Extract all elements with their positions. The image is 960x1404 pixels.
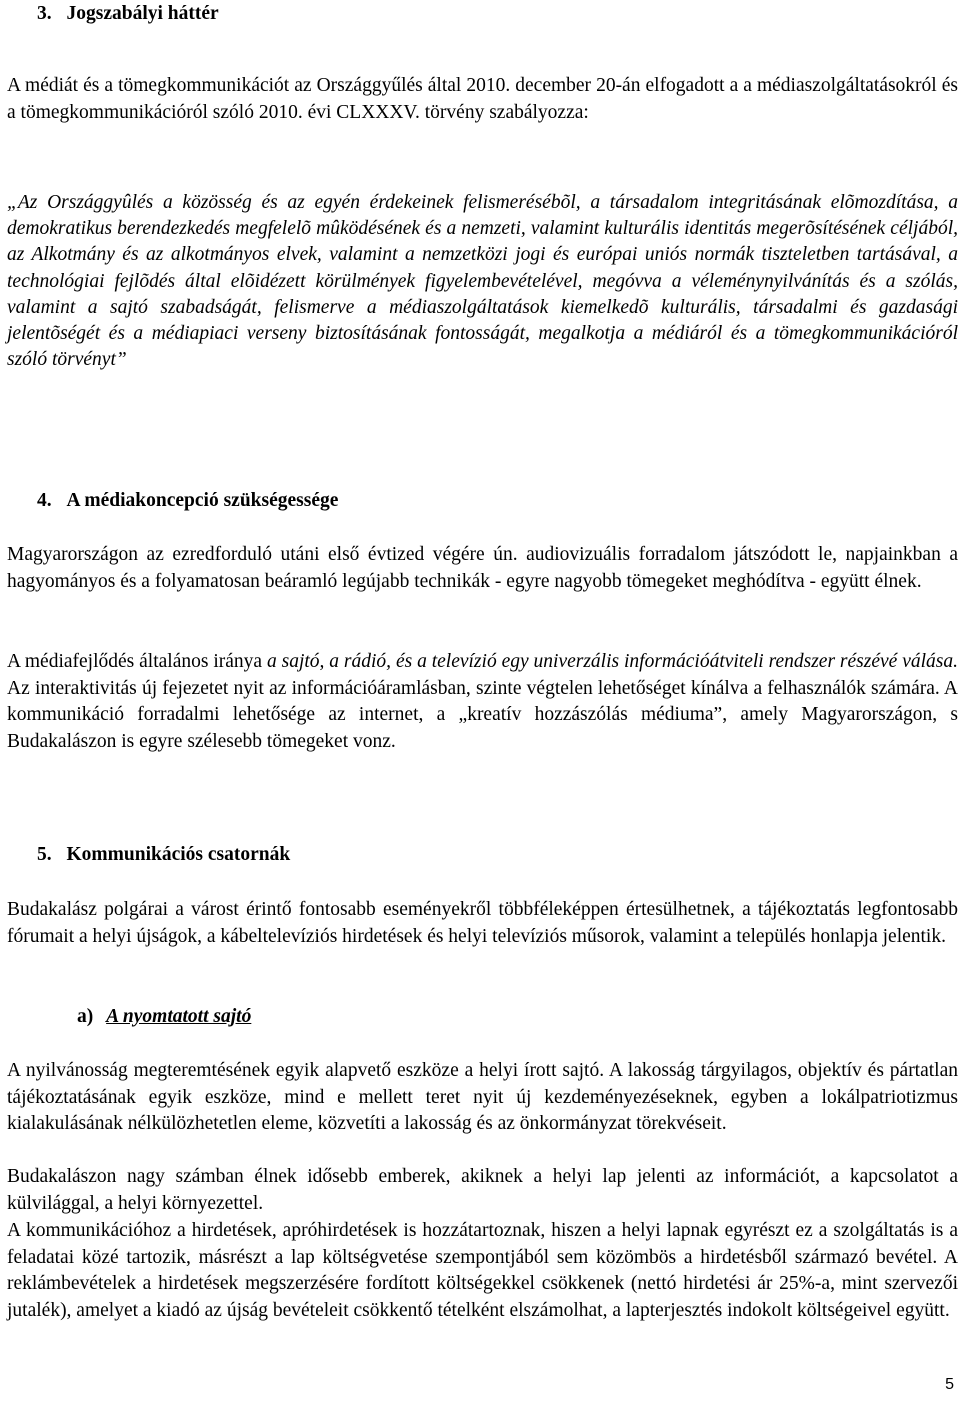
paragraph [7,1058,958,1138]
paragraph-text: A kommunikációhoz a hirdetések, apróhirdetések is hozzátartoznak, hiszen a helyi lapnak egyrészt ez a szolgáltatás is a feladatai közé tartozik, másrészt a lap költségvetése szempontjából sem közömbös a hirdetésből származó bevétel. A reklámbevételek a hirdetések megszerzésére fordított költségekkel csökkenek (nettó hirdetési ár 25%-a, mint szervezői jutalék), amelyet a kiadó az újság bevételeit csökkentő tételként elszámolhat, a lapterjesztés indokolt költségeivel együtt. [7,1220,958,1321]
paragraph-text: Budakalászon nagy számban élnek idősebb emberek, akiknek a helyi lap jelenti az információt, a kapcsolatot a külvilággal, a helyi környezettel. [7,1166,958,1214]
section-heading-5 [37,843,290,867]
subsection-heading [77,1005,251,1029]
paragraph-text: Magyarországon az ezredforduló utáni első évtized végére ún. audiovizuális forradalom játszódott le, napjainkban a hagyományos és a folyamatosan beáramló legújabb technikák - egyre nagyobb tömegeket meghódítva - együtt élnek. [7,544,958,592]
section-number: 5. [37,844,52,865]
section-title: A médiakoncepció szükségessége [66,490,339,511]
section-number: 4. [37,490,52,511]
section-number: 3. [37,3,52,24]
paragraph-text: A médiát és a tömegkommunikációt az Országgyűlés által 2010. december 20-án elfogadott a a médiaszolgáltatásokról és a tömegkommunikációról szóló 2010. évi CLXXXV. törvény szabályozza: [7,75,958,123]
paragraph-text-lead: A médiafejlődés általános iránya [7,651,267,672]
paragraph [7,1164,958,1217]
section-heading-4 [37,489,338,513]
paragraph [7,1218,958,1324]
law-quote [7,190,958,373]
paragraph-text-rest: Az interaktivitás új fejezetet nyit az információáramlásban, szinte végtelen lehetőséget kínálva a felhasználók számára. A kommunikáció forradalmi lehetősége az internet, a „kreatív hozzászólás médiuma”, amely Magyarországon, s Budakalászon is egyre szélesebb tömegeket vonz. [7,677,958,752]
paragraph [7,542,958,595]
paragraph [7,897,958,950]
paragraph [7,73,958,126]
subsection-label: a) [77,1006,94,1027]
paragraph-text: A nyilvánosság megteremtésének egyik alapvető eszköze a helyi írott sajtó. A lakosság tárgyilagos, objektív és pártatlan tájékoztatásának egyik eszköze, mind e mellett teret nyit új kezdeményezéseknek, egyben a lokálpatriotizmus kialakulásának nélkülözhetetlen eleme, közvetíti a lakosság és az önkormányzat törekvéseit. [7,1060,958,1134]
paragraph [7,649,958,755]
paragraph-text [7,649,958,755]
subsection-title: A nyomtatott sajtó [106,1006,252,1027]
quote-text: „Az Országgyûlés a közösség és az egyén érdekeinek felismerésébõl, a társadalom integritásának elõmozdítása, a demokratikus berendezkedés megfelelõ mûködésének és a nemzeti, valamint kulturális identitás megerõsítésének céljából, az Alkotmány és az alkotmányos elvek, valamint a nemzetközi jogi és európai uniós normák tiszteletben tartásával, a technológiai fejlõdés által elõidézett körülmények figyelembevételével, megóvva a véleménynyilvánítás és a szólás, valamint a sajtó szabadságát, felismerve a médiaszolgáltatások kiemelkedõ kulturális, társadalmi és gazdasági jelentõségét és a médiapiaci verseny biztosításának fontosságát, megalkotja a médiáról és a tömegkommunikációról szóló törvényt” [7,192,958,371]
paragraph-text-italic: a sajtó, a rádió, és a televízió egy univerzális információátviteli rendszer részévé válása. [266,651,958,672]
paragraph-text: Budakalász polgárai a várost érintő fontosabb eseményekről többféleképpen értesülhetnek, a tájékoztatás legfontosabb fórumait a helyi újságok, a kábeltelevíziós hirdetések és helyi televíziós műsorok, valamint a település honlapja jelentik. [7,899,958,947]
section-title: Jogszabályi háttér [66,3,219,24]
section-heading-3 [37,2,219,26]
section-title: Kommunikációs csatornák [66,844,291,865]
page-number: 5 [945,1376,954,1393]
